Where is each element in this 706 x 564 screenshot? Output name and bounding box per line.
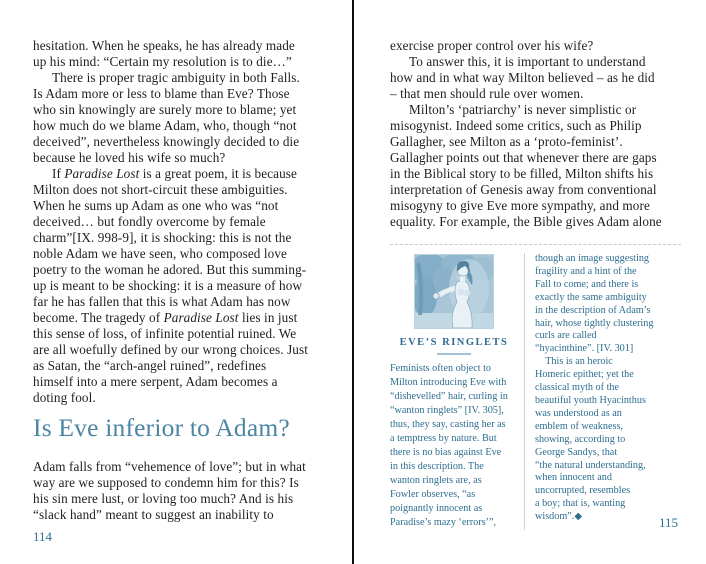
page-number-left: 114 [33,529,53,544]
sidebar-column-right [524,253,681,530]
sidebar-title: EVE’S RINGLETS [399,337,509,348]
sidebar-text-left: Feminists often object to Milton introducing Eve with “dishevelled” hair, curling in “wanton ringlets” [IV. 305], thus, they say, casting her as a temptress by nature. But there is no bias against Eve in this description. The wanton ringlets are, as Fowler observes, “as poignantly innocent as Paradise’s mazy ‘errors’”, [390,363,508,528]
right-page [390,38,690,230]
page-number-right: 115 [658,515,678,530]
body-paragraph: To answer this, it is important to understand how and in what way Milton believed – as he did – that men should rule over women. [390,54,655,101]
body-paragraph: There is proper tragic ambiguity in both Falls. Is Adam more or less to blame than Eve? Those who sin knowingly are surely more to blame; yet how much do we blame Adam, who, though “not deceived”, nevertheless knowingly decided to die because he loved his wife so much? [33,70,300,165]
left-page [33,38,345,523]
book-spine-divider [352,0,354,564]
body-paragraph: hesitation. When he speaks, he has already made up his mind: “Certain my resolution is to die…” [33,38,295,69]
eve-engraving-image [414,254,494,329]
body-paragraph: Milton’s ‘patriarchy’ is never simplistic or misogynist. Indeed some critics, such as Philip Gallagher, see Milton as a ‘proto-feminist’. Gallagher points out that whenever there are gaps in the Biblical story to be filled, Milton shifts his interpretation of Genesis away from conventional misogyny to give Eve more sympathy, and more equality. For example, the Bible gives Adam alone [390,102,662,229]
section-heading: Is Eve inferior to Adam? [33,413,290,442]
body-paragraph: If Paradise Lost is a great poem, it is because Milton does not short-circuit these ambiguities. When he sums up Adam as one who was “not deceived… but fondly overcome by female charm”[IX. 998-9], it is shocking: this is not the noble Adam we have seen, who composed love poetry to the woman he adored. But this summing- up is meant to be shocking: it is a measure of how far he has fallen that this is what Adam has now become. The tragedy of Paradise Lost lies in just this sense of loss, of infinite potential ruined. We are all woefully defined by our wrong choices. Just as Satan, the “arch-angel ruined”, redefines himself into a mere serpent, Adam becomes a doting fool. [33,166,308,405]
sidebar-column-left [390,253,518,530]
sidebar-title-rule [437,353,471,355]
sidebar-text-right: though an image suggesting fragility and a hint of the Fall to come; and there is exactly the same ambiguity in the description of Adam’s hair, whose tightly clustering curls are called “hyacinthine”. [IV. 301] This is an heroic Homeric epithet; yet the classical myth of the beautiful youth Hyacinthus was understood as an emblem of weakness, showing, according to George Sandys, that “the natural understanding, when innocent and uncorrupted, resembles a boy; that is, wanting wisdom”.◆ [535,253,654,523]
body-paragraph: exercise proper control over his wife? [390,38,594,53]
sidebar-box [390,244,681,530]
body-paragraph: Adam falls from “vehemence of love”; but in what way are we supposed to condemn him for this? Is his sin mere lust, or loving too much? And is his “slack hand” meant to suggest an inability to [33,459,306,522]
